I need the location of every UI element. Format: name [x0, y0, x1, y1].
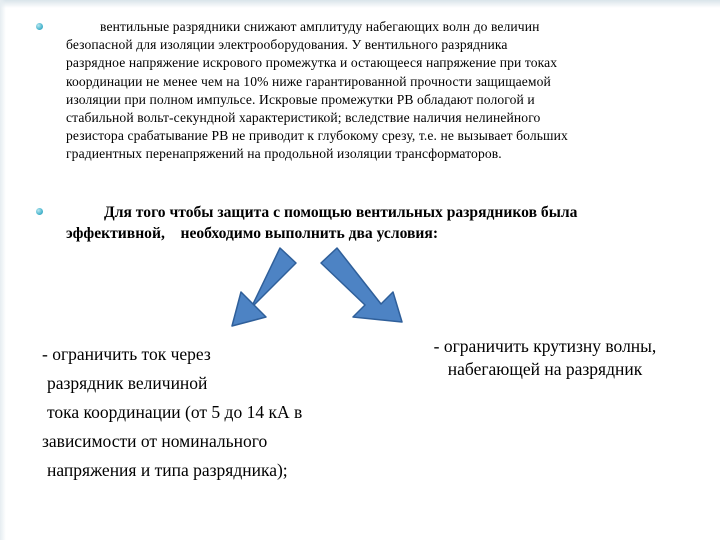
paragraph-line: градиентных перенапряжений на продольной изоляции трансформаторов.: [66, 146, 502, 162]
condition-line: разрядник величиной: [47, 373, 208, 393]
paragraph-line: безопасной для изоляции электрооборудования. У вентильного разрядника: [66, 37, 508, 53]
paragraph-line: изоляции при полном импульсе. Искровые промежутки РВ обладают пологой и: [66, 91, 535, 107]
condition-line: зависимости от номинального: [42, 431, 268, 451]
condition-line: - ограничить ток через: [42, 344, 211, 364]
condition-limit-current: [42, 340, 372, 485]
arrow-left-icon: [232, 248, 296, 326]
paragraph-line: координации не менее чем на 10% ниже гарантированной прочности защищаемой: [66, 73, 551, 89]
arrow-right-icon: [321, 248, 402, 322]
condition-limit-steepness: [395, 335, 695, 381]
condition-line: напряжения и типа разрядника);: [47, 460, 288, 480]
paragraph-line: резистора срабатывание РВ не приводит к глубокому срезу, т.е. не вызывает больших: [66, 128, 568, 144]
paragraph-line: разрядное напряжение искрового промежутка и остающееся напряжение при токах: [66, 55, 558, 71]
paragraph-line: Для того чтобы защита с помощью вентильных разрядников была: [104, 204, 578, 221]
paragraph-line: стабильной вольт-секундной характеристикой; вследствие наличия нелинейного: [66, 110, 541, 126]
condition-line: тока координации (от 5 до 14 кА в: [47, 402, 303, 422]
paragraph-line: эффективной, необходимо выполнить два условия:: [66, 225, 439, 242]
condition-line: - ограничить крутизну волны,: [433, 336, 657, 356]
condition-line: набегающей на разрядник: [447, 359, 643, 379]
paragraph-line: вентильные разрядники снижают амплитуду набегающих волн до величин: [100, 19, 540, 34]
